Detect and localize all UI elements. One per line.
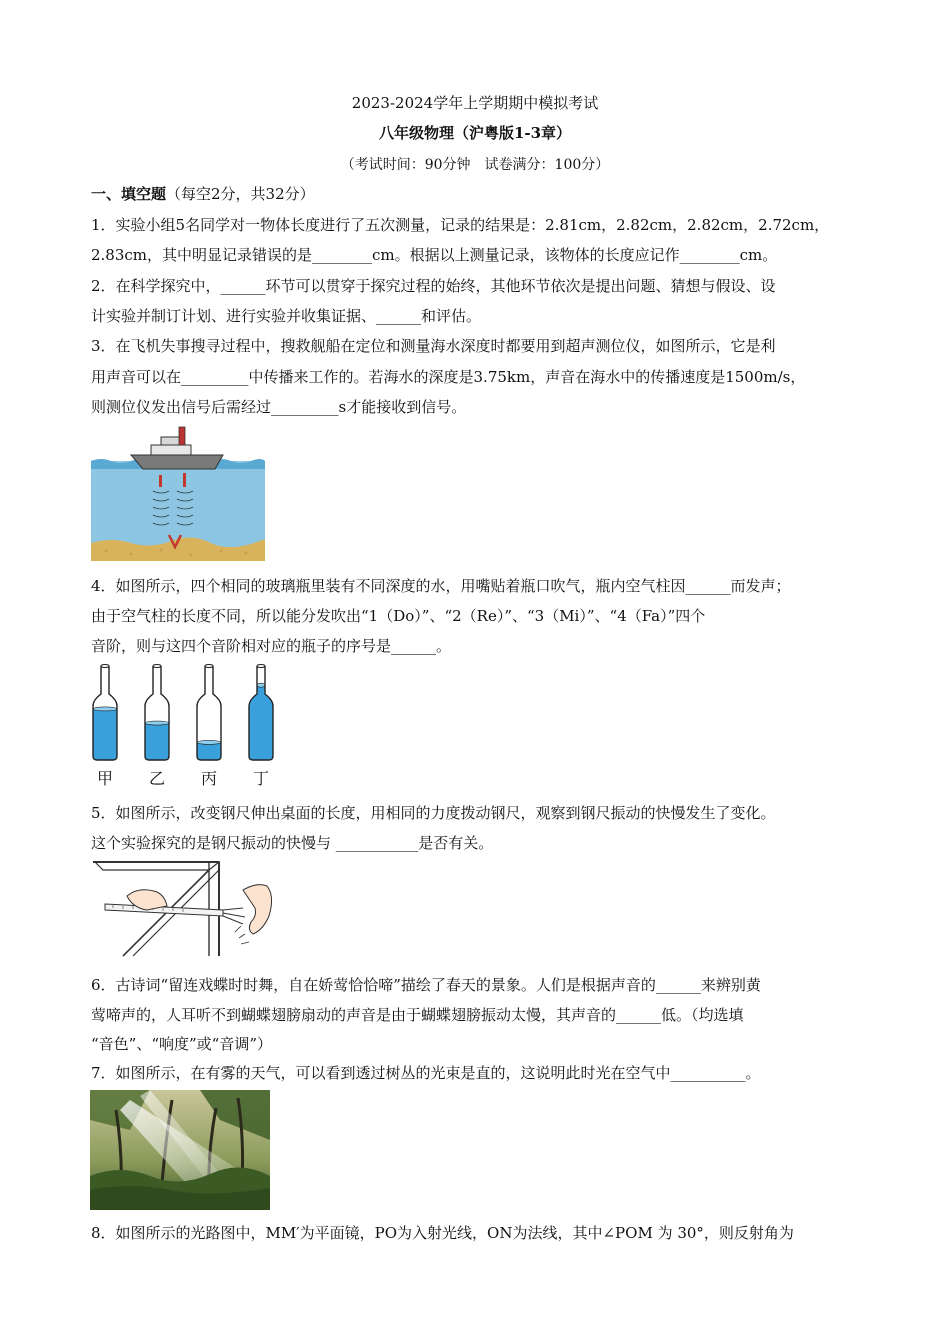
exam-info: （考试时间：90分钟 试卷满分：100分） [340, 157, 610, 173]
q2-line-2: 计实验并制订计划、进行实验并收集证据、______和评估。 [91, 307, 482, 325]
q5-line-1: 5．如图所示，改变钢尺伸出桌面的长度，用相同的力度拨动钢尺，观察到钢尺振动的快慢发生了变化。 [91, 804, 776, 822]
bottle-1 [93, 665, 117, 789]
bottle-water-surface-3 [197, 740, 221, 744]
q4-line-3: 音阶，则与这四个音阶相对应的瓶子的序号是______。 [91, 637, 452, 655]
bottle-label-4: 丁 [252, 769, 270, 788]
bottle-3 [197, 665, 221, 789]
bottle-water-2 [145, 723, 169, 760]
bottle-2 [145, 665, 169, 789]
q1-line-1: 1．实验小组5名同学对一物体长度进行了五次测量，记录的结果是：2.81cm，2.82cm，2.82cm，2.72cm， [91, 216, 830, 234]
bottle-water-surface-4 [257, 683, 265, 687]
bottle-water-surface-2 [145, 721, 169, 725]
q6-line-2: 莺啼声的，人耳听不到蝴蝶翅膀扇动的声音是由于蝴蝶翅膀振动太慢，其声音的______低。（均选填 [91, 1006, 744, 1024]
q1-line-2: 2.83cm，其中明显记录错误的是________cm。根据以上测量记录，该物体的长度应记作________cm。 [91, 246, 778, 264]
bottle-water-4 [249, 685, 273, 760]
q6-line-3: “音色”、“响度”或“音调”） [91, 1035, 273, 1053]
bottle-label-3: 丙 [200, 769, 218, 788]
bottle-label-1: 甲 [96, 769, 114, 788]
section-note: （每空2分，共32分） [166, 185, 315, 203]
q8-line-1: 8．如图所示的光路图中，MM′为平面镜，PO为入射光线，ON为法线，其中∠POM 为 30°，则反射角为 [91, 1224, 794, 1242]
bottle-rim-4 [257, 665, 265, 668]
forest-light-figure [90, 1090, 270, 1210]
bottle-water-1 [93, 709, 117, 760]
bottle-rim-2 [153, 665, 161, 668]
bottle-label-2: 乙 [148, 769, 166, 788]
exam-subtitle: 八年级物理（沪粤版1-3章） [378, 124, 572, 142]
q5-line-2: 这个实验探究的是钢尺振动的快慢与 ___________是否有关。 [91, 834, 494, 852]
bottle-water-surface-1 [93, 707, 117, 711]
bottle-water-3 [197, 742, 221, 760]
q7-line-1: 7．如图所示，在有雾的天气，可以看到透过树丛的光束是直的，这说明此时光在空气中__________。 [91, 1064, 761, 1082]
q4-line-1: 4．如图所示，四个相同的玻璃瓶里装有不同深度的水，用嘴贴着瓶口吹气，瓶内空气柱因______而发声； [91, 577, 791, 595]
q3-line-2: 用声音可以在_________中传播来工作的。若海水的深度是3.75km，声音在海水中的传播速度是1500m/s， [91, 368, 806, 386]
q3-line-3: 则测位仪发出信号后需经过_________s才能接收到信号。 [91, 398, 467, 416]
q2-line-1: 2．在科学探究中，______环节可以贯穿于探究过程的始终，其他环节依次是提出问题、猜想与假设、设 [91, 277, 776, 295]
bottle-4 [249, 665, 273, 789]
section-title: 一、填空题 [91, 185, 167, 203]
q6-line-1: 6．古诗词“留连戏蝶时时舞，自在娇莺恰恰啼”描绘了春天的景象。人们是根据声音的______来辨别黄 [91, 976, 761, 994]
q3-line-1: 3．在飞机失事搜寻过程中，搜救舰船在定位和测量海水深度时都要用到超声测位仪，如图所示，它是利 [91, 337, 776, 355]
bottles-figure [88, 662, 288, 790]
bottle-rim-1 [101, 665, 109, 668]
sonar-ship-figure [91, 425, 265, 561]
q4-line-2: 由于空气柱的长度不同，所以能分发吹出“1（Do）”、“2（Re）”、“3（Mi）”、“4（Fa）”四个 [91, 607, 706, 625]
exam-title: 2023-2024学年上学期期中模拟考试 [351, 94, 599, 112]
ruler-figure [93, 860, 283, 958]
bottle-rim-3 [205, 665, 213, 668]
section-heading [91, 183, 315, 204]
